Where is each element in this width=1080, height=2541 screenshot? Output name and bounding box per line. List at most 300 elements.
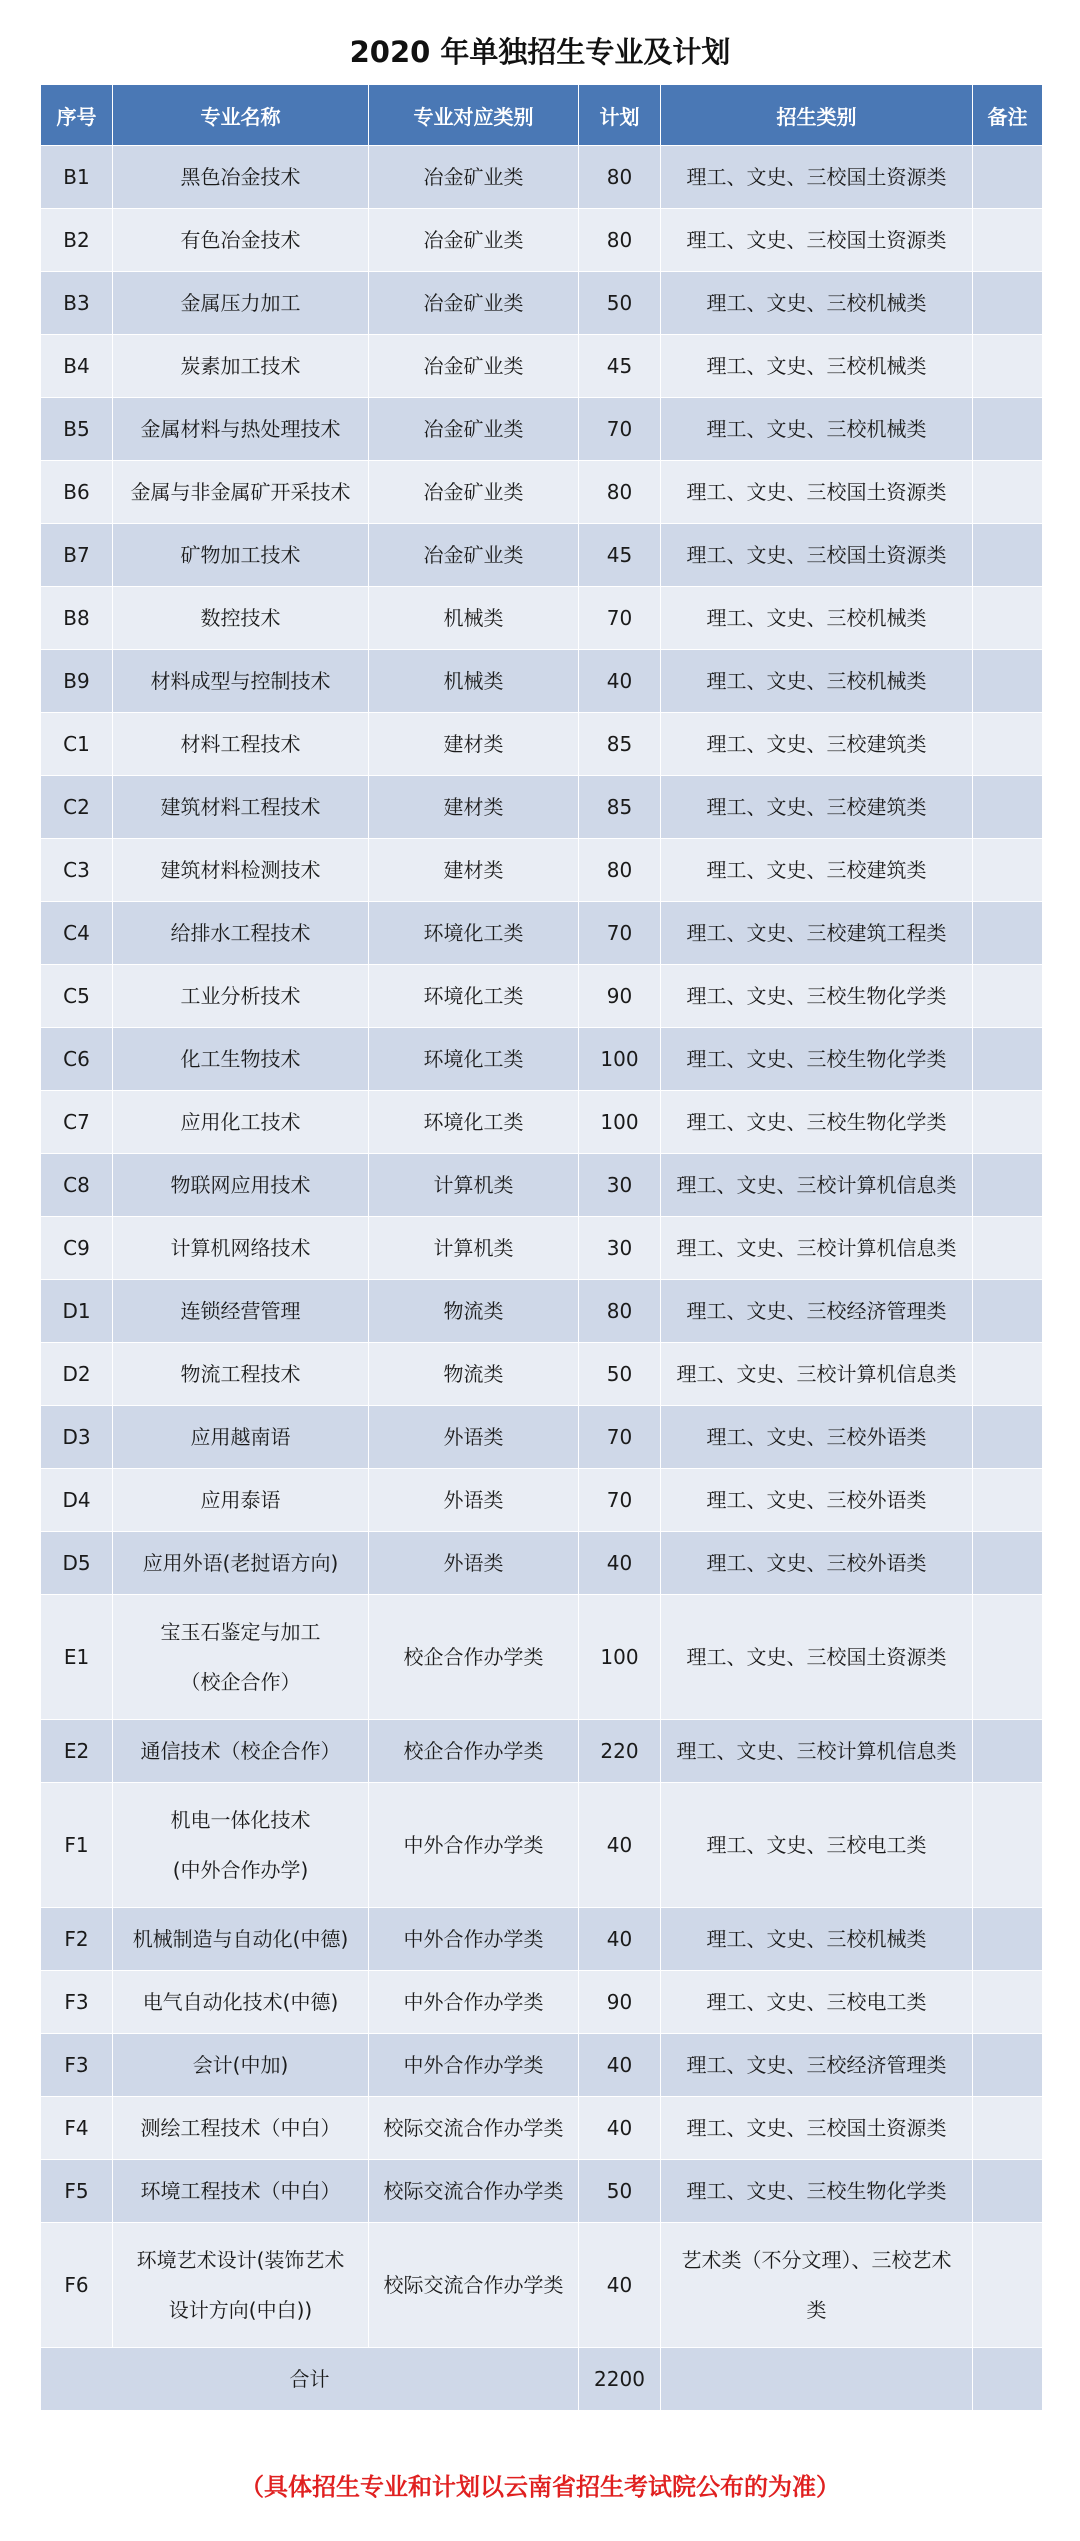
- cell-name: [113, 1217, 369, 1280]
- cell-type: [661, 1971, 973, 2034]
- cell-index: B7: [41, 524, 113, 587]
- cell-type-line: 理工、文史、三校外语类: [706, 1488, 927, 1512]
- table-row: [41, 2034, 1043, 2097]
- cell-plan: 70: [579, 1469, 661, 1532]
- cell-type: [661, 2223, 973, 2348]
- cell-name-line: 矿物加工技术: [180, 543, 301, 567]
- cell-type: [661, 1469, 973, 1532]
- cell-type-line: 理工、文史、三校国土资源类: [686, 480, 947, 504]
- cell-type: [661, 146, 973, 209]
- cell-plan: 80: [579, 146, 661, 209]
- cell-type-line: 理工、文史、三校计算机信息类: [676, 1173, 957, 1197]
- cell-type-line: 理工、文史、三校国土资源类: [686, 228, 947, 252]
- cell-note: [973, 713, 1043, 776]
- cell-type: [661, 461, 973, 524]
- cell-note: [973, 1469, 1043, 1532]
- cell-plan: 40: [579, 1783, 661, 1908]
- cell-name-line: 建筑材料检测技术: [160, 858, 321, 882]
- cell-index: F6: [41, 2223, 113, 2348]
- cell-plan: 30: [579, 1154, 661, 1217]
- cell-name: [113, 902, 369, 965]
- table-row: [41, 1343, 1043, 1406]
- cell-type: [661, 1720, 973, 1783]
- table-row: [41, 272, 1043, 335]
- cell-name: [113, 398, 369, 461]
- total-plan: 2200: [579, 2348, 661, 2411]
- cell-category: 校际交流合作办学类: [369, 2160, 579, 2223]
- cell-note: [973, 2097, 1043, 2160]
- cell-name-line: 通信技术（校企合作）: [140, 1739, 341, 1763]
- cell-category: 校际交流合作办学类: [369, 2223, 579, 2348]
- cell-name-line: 宝玉石鉴定与加工: [160, 1620, 321, 1644]
- cell-name-line: 工业分析技术: [180, 984, 301, 1008]
- cell-name: [113, 587, 369, 650]
- cell-name: [113, 839, 369, 902]
- cell-name: [113, 2223, 369, 2348]
- cell-note: [973, 146, 1043, 209]
- cell-name-line: 数控技术: [200, 606, 281, 630]
- cell-note: [973, 965, 1043, 1028]
- cell-category: 冶金矿业类: [369, 335, 579, 398]
- cell-plan: 40: [579, 650, 661, 713]
- cell-name-line: 有色冶金技术: [180, 228, 301, 252]
- cell-index: B6: [41, 461, 113, 524]
- header-name: 专业名称: [113, 85, 369, 146]
- table-row: [41, 1532, 1043, 1595]
- cell-note: [973, 1971, 1043, 2034]
- cell-plan: 45: [579, 335, 661, 398]
- cell-plan: 85: [579, 713, 661, 776]
- table-row: [41, 1595, 1043, 1720]
- cell-name-line: 应用化工技术: [180, 1110, 301, 1134]
- cell-note: [973, 776, 1043, 839]
- cell-category: 外语类: [369, 1532, 579, 1595]
- cell-note: [973, 1217, 1043, 1280]
- cell-type-line: 理工、文史、三校经济管理类: [686, 2053, 947, 2077]
- cell-type: [661, 2097, 973, 2160]
- cell-name: [113, 2034, 369, 2097]
- cell-index: E2: [41, 1720, 113, 1783]
- table-row: [41, 524, 1043, 587]
- cell-type-line: 理工、文史、三校生物化学类: [686, 1047, 947, 1071]
- cell-name: [113, 776, 369, 839]
- header-index: 序号: [41, 85, 113, 146]
- table-row: [41, 1406, 1043, 1469]
- cell-category: 冶金矿业类: [369, 524, 579, 587]
- cell-category: 校企合作办学类: [369, 1720, 579, 1783]
- cell-type-line: 理工、文史、三校电工类: [706, 1833, 927, 1857]
- cell-type-line: 理工、文史、三校建筑类: [706, 858, 927, 882]
- cell-index: E1: [41, 1595, 113, 1720]
- cell-index: C7: [41, 1091, 113, 1154]
- cell-index: C6: [41, 1028, 113, 1091]
- cell-type-line: 理工、文史、三校生物化学类: [686, 1110, 947, 1134]
- cell-note: [973, 461, 1043, 524]
- table-row: [41, 839, 1043, 902]
- cell-name-line: 应用泰语: [200, 1488, 281, 1512]
- cell-type-line: 理工、文史、三校经济管理类: [686, 1299, 947, 1323]
- cell-type: [661, 587, 973, 650]
- cell-index: C2: [41, 776, 113, 839]
- cell-category: 机械类: [369, 650, 579, 713]
- cell-name: [113, 965, 369, 1028]
- table-row: [41, 1217, 1043, 1280]
- cell-name: [113, 146, 369, 209]
- cell-name: [113, 1908, 369, 1971]
- table-row: [41, 965, 1043, 1028]
- cell-index: C8: [41, 1154, 113, 1217]
- cell-type-line: 理工、文史、三校计算机信息类: [676, 1236, 957, 1260]
- cell-name: [113, 1406, 369, 1469]
- cell-type: [661, 650, 973, 713]
- cell-type: [661, 209, 973, 272]
- table-row: [41, 209, 1043, 272]
- cell-name-line: 建筑材料工程技术: [160, 795, 321, 819]
- cell-category: 环境化工类: [369, 902, 579, 965]
- cell-name-line: 材料工程技术: [180, 732, 301, 756]
- cell-type: [661, 1783, 973, 1908]
- cell-plan: 90: [579, 965, 661, 1028]
- page-title: 2020 年单独招生专业及计划: [349, 35, 731, 69]
- table-row: [41, 713, 1043, 776]
- cell-name: [113, 461, 369, 524]
- cell-type-line: 理工、文史、三校国土资源类: [686, 165, 947, 189]
- cell-category: 冶金矿业类: [369, 461, 579, 524]
- cell-name-line: 设计方向(中白)): [168, 2298, 313, 2322]
- cell-category: 建材类: [369, 839, 579, 902]
- cell-plan: 40: [579, 2097, 661, 2160]
- cell-name: [113, 1595, 369, 1720]
- cell-note: [973, 839, 1043, 902]
- cell-name-line: 电气自动化技术(中德): [142, 1990, 339, 2014]
- cell-type: [661, 1908, 973, 1971]
- cell-plan: 220: [579, 1720, 661, 1783]
- cell-index: B4: [41, 335, 113, 398]
- cell-type: [661, 2034, 973, 2097]
- table-row: [41, 1091, 1043, 1154]
- cell-name: [113, 1720, 369, 1783]
- table-row: [41, 1783, 1043, 1908]
- cell-name-line: 连锁经营管理: [180, 1299, 301, 1323]
- cell-index: F3: [41, 1971, 113, 2034]
- cell-category: 中外合作办学类: [369, 1908, 579, 1971]
- cell-plan: 70: [579, 902, 661, 965]
- cell-plan: 80: [579, 839, 661, 902]
- cell-index: B8: [41, 587, 113, 650]
- cell-name: [113, 2097, 369, 2160]
- cell-plan: 70: [579, 398, 661, 461]
- cell-type-line: 艺术类（不分文理）、三校艺术: [681, 2248, 952, 2272]
- table-row: [41, 2097, 1043, 2160]
- cell-type-line: 理工、文史、三校机械类: [706, 291, 927, 315]
- table-body: [41, 146, 1043, 2348]
- cell-type: [661, 1406, 973, 1469]
- cell-note: [973, 1154, 1043, 1217]
- cell-index: F5: [41, 2160, 113, 2223]
- cell-name: [113, 1091, 369, 1154]
- cell-category: 物流类: [369, 1343, 579, 1406]
- cell-type: [661, 776, 973, 839]
- cell-type-line: 理工、文史、三校建筑类: [706, 795, 927, 819]
- cell-type-line: 理工、文史、三校计算机信息类: [676, 1739, 957, 1763]
- table-row: [41, 1154, 1043, 1217]
- cell-category: 环境化工类: [369, 1028, 579, 1091]
- cell-name-line: 环境艺术设计(装饰艺术: [136, 2248, 345, 2272]
- cell-note: [973, 1595, 1043, 1720]
- cell-index: B2: [41, 209, 113, 272]
- table-row: [41, 1280, 1043, 1343]
- cell-index: C9: [41, 1217, 113, 1280]
- cell-type: [661, 1091, 973, 1154]
- cell-plan: 50: [579, 272, 661, 335]
- cell-type-line: 理工、文史、三校机械类: [706, 669, 927, 693]
- cell-note: [973, 650, 1043, 713]
- cell-type: [661, 713, 973, 776]
- cell-name: [113, 209, 369, 272]
- cell-name: [113, 650, 369, 713]
- cell-type-line: 理工、文史、三校生物化学类: [686, 2179, 947, 2203]
- cell-plan: 40: [579, 1908, 661, 1971]
- cell-plan: 50: [579, 1343, 661, 1406]
- cell-category: 计算机类: [369, 1217, 579, 1280]
- table-row: [41, 398, 1043, 461]
- cell-type-line: 理工、文史、三校电工类: [706, 1990, 927, 2014]
- cell-type-line: 理工、文史、三校国土资源类: [686, 1645, 947, 1669]
- cell-name-line: 物联网应用技术: [170, 1173, 311, 1197]
- cell-name-line: 应用外语(老挝语方向): [142, 1551, 339, 1575]
- total-label: 合计: [41, 2348, 579, 2411]
- cell-index: C4: [41, 902, 113, 965]
- cell-type: [661, 1532, 973, 1595]
- cell-name-line: (中外合作办学): [172, 1858, 309, 1882]
- cell-name: [113, 2160, 369, 2223]
- total-note: [973, 2348, 1043, 2411]
- cell-plan: 40: [579, 2034, 661, 2097]
- cell-note: [973, 1532, 1043, 1595]
- cell-note: [973, 2034, 1043, 2097]
- table-row: [41, 2223, 1043, 2348]
- cell-name: [113, 713, 369, 776]
- cell-type-line: 理工、文史、三校国土资源类: [686, 2116, 947, 2140]
- cell-index: F4: [41, 2097, 113, 2160]
- cell-category: 建材类: [369, 713, 579, 776]
- cell-category: 中外合作办学类: [369, 1783, 579, 1908]
- cell-name-line: 测绘工程技术（中白）: [140, 2116, 341, 2140]
- cell-name: [113, 335, 369, 398]
- cell-type: [661, 1280, 973, 1343]
- cell-name-line: 金属材料与热处理技术: [140, 417, 341, 441]
- cell-name: [113, 1028, 369, 1091]
- cell-plan: 100: [579, 1091, 661, 1154]
- cell-type: [661, 1595, 973, 1720]
- cell-index: C1: [41, 713, 113, 776]
- cell-category: 物流类: [369, 1280, 579, 1343]
- cell-name-line: 环境工程技术（中白）: [140, 2179, 341, 2203]
- cell-category: 中外合作办学类: [369, 2034, 579, 2097]
- cell-type: [661, 2160, 973, 2223]
- cell-index: B3: [41, 272, 113, 335]
- cell-note: [973, 398, 1043, 461]
- table-row: [41, 902, 1043, 965]
- cell-name-line: （校企合作）: [180, 1670, 301, 1694]
- enrollment-plan-table: [40, 84, 1043, 2411]
- cell-plan: 85: [579, 776, 661, 839]
- cell-index: C5: [41, 965, 113, 1028]
- cell-name: [113, 524, 369, 587]
- cell-note: [973, 1720, 1043, 1783]
- table-row: [41, 776, 1043, 839]
- cell-note: [973, 1280, 1043, 1343]
- cell-type-line: 理工、文史、三校机械类: [706, 417, 927, 441]
- table-row: [41, 587, 1043, 650]
- cell-type: [661, 1154, 973, 1217]
- cell-name-line: 机械制造与自动化(中德): [132, 1927, 349, 1951]
- cell-category: 外语类: [369, 1469, 579, 1532]
- cell-category: 冶金矿业类: [369, 209, 579, 272]
- cell-type: [661, 1028, 973, 1091]
- cell-index: D4: [41, 1469, 113, 1532]
- cell-name-line: 材料成型与控制技术: [150, 669, 331, 693]
- cell-name-line: 应用越南语: [190, 1425, 291, 1449]
- cell-note: [973, 587, 1043, 650]
- cell-name: [113, 1154, 369, 1217]
- cell-category: 冶金矿业类: [369, 272, 579, 335]
- cell-category: 计算机类: [369, 1154, 579, 1217]
- cell-note: [973, 272, 1043, 335]
- cell-category: 建材类: [369, 776, 579, 839]
- cell-name-line: 机电一体化技术: [170, 1808, 311, 1832]
- cell-name: [113, 272, 369, 335]
- cell-name-line: 物流工程技术: [180, 1362, 301, 1386]
- cell-name-line: 炭素加工技术: [180, 354, 301, 378]
- cell-type: [661, 902, 973, 965]
- cell-type-line: 理工、文史、三校建筑工程类: [686, 921, 947, 945]
- table-row: [41, 1908, 1043, 1971]
- cell-plan: 90: [579, 1971, 661, 2034]
- cell-note: [973, 1028, 1043, 1091]
- cell-type: [661, 839, 973, 902]
- cell-type: [661, 335, 973, 398]
- cell-category: 环境化工类: [369, 965, 579, 1028]
- cell-plan: 30: [579, 1217, 661, 1280]
- cell-index: D1: [41, 1280, 113, 1343]
- cell-index: B9: [41, 650, 113, 713]
- cell-plan: 50: [579, 2160, 661, 2223]
- cell-plan: 70: [579, 587, 661, 650]
- table-row: [41, 335, 1043, 398]
- table-row: [41, 650, 1043, 713]
- cell-type: [661, 398, 973, 461]
- cell-index: D3: [41, 1406, 113, 1469]
- table-row: [41, 1028, 1043, 1091]
- cell-name: [113, 1280, 369, 1343]
- cell-name: [113, 1971, 369, 2034]
- cell-category: 校际交流合作办学类: [369, 2097, 579, 2160]
- cell-name-line: 化工生物技术: [180, 1047, 301, 1071]
- cell-category: 环境化工类: [369, 1091, 579, 1154]
- total-type: [661, 2348, 973, 2411]
- cell-index: F3: [41, 2034, 113, 2097]
- table-row: [41, 1720, 1043, 1783]
- cell-type-line: 理工、文史、三校国土资源类: [686, 543, 947, 567]
- cell-type: [661, 272, 973, 335]
- cell-category: 校企合作办学类: [369, 1595, 579, 1720]
- cell-type-line: 类: [806, 2298, 827, 2322]
- cell-name-line: 计算机网络技术: [170, 1236, 311, 1260]
- header-category: 专业对应类别: [369, 85, 579, 146]
- cell-note: [973, 1091, 1043, 1154]
- cell-type: [661, 965, 973, 1028]
- cell-type-line: 理工、文史、三校外语类: [706, 1551, 927, 1575]
- cell-category: 冶金矿业类: [369, 146, 579, 209]
- cell-note: [973, 1343, 1043, 1406]
- cell-index: D5: [41, 1532, 113, 1595]
- cell-plan: 100: [579, 1595, 661, 1720]
- table-row: [41, 146, 1043, 209]
- cell-plan: 70: [579, 1406, 661, 1469]
- cell-plan: 40: [579, 1532, 661, 1595]
- table-header-row: [41, 85, 1043, 146]
- cell-note: [973, 1406, 1043, 1469]
- cell-note: [973, 902, 1043, 965]
- cell-note: [973, 335, 1043, 398]
- table-row: [41, 1971, 1043, 2034]
- cell-type: [661, 1217, 973, 1280]
- table-row: [41, 1469, 1043, 1532]
- cell-type-line: 理工、文史、三校机械类: [706, 606, 927, 630]
- cell-note: [973, 1908, 1043, 1971]
- cell-index: D2: [41, 1343, 113, 1406]
- cell-note: [973, 1783, 1043, 1908]
- cell-plan: 80: [579, 209, 661, 272]
- total-row: [41, 2348, 1043, 2411]
- cell-index: B5: [41, 398, 113, 461]
- header-type: 招生类别: [661, 85, 973, 146]
- cell-note: [973, 209, 1043, 272]
- cell-name-line: 会计(中加): [192, 2053, 289, 2077]
- cell-type-line: 理工、文史、三校机械类: [706, 354, 927, 378]
- cell-category: 机械类: [369, 587, 579, 650]
- cell-index: B1: [41, 146, 113, 209]
- cell-note: [973, 2223, 1043, 2348]
- cell-category: 冶金矿业类: [369, 398, 579, 461]
- cell-name-line: 给排水工程技术: [170, 921, 311, 945]
- table-row: [41, 461, 1043, 524]
- cell-name-line: 金属压力加工: [180, 291, 301, 315]
- cell-index: C3: [41, 839, 113, 902]
- footnote: （具体招生专业和计划以云南省招生考试院公布的为准）: [240, 2473, 840, 2501]
- cell-name: [113, 1469, 369, 1532]
- cell-name-line: 黑色冶金技术: [180, 165, 301, 189]
- cell-type-line: 理工、文史、三校生物化学类: [686, 984, 947, 1008]
- cell-type: [661, 524, 973, 587]
- cell-type-line: 理工、文史、三校机械类: [706, 1927, 927, 1951]
- cell-plan: 40: [579, 2223, 661, 2348]
- cell-index: F1: [41, 1783, 113, 1908]
- cell-type-line: 理工、文史、三校建筑类: [706, 732, 927, 756]
- cell-type: [661, 1343, 973, 1406]
- cell-plan: 80: [579, 461, 661, 524]
- header-plan: 计划: [579, 85, 661, 146]
- cell-index: F2: [41, 1908, 113, 1971]
- cell-type-line: 理工、文史、三校计算机信息类: [676, 1362, 957, 1386]
- cell-name-line: 金属与非金属矿开采技术: [130, 480, 351, 504]
- cell-category: 外语类: [369, 1406, 579, 1469]
- cell-plan: 100: [579, 1028, 661, 1091]
- cell-type-line: 理工、文史、三校外语类: [706, 1425, 927, 1449]
- cell-name: [113, 1783, 369, 1908]
- cell-category: 中外合作办学类: [369, 1971, 579, 2034]
